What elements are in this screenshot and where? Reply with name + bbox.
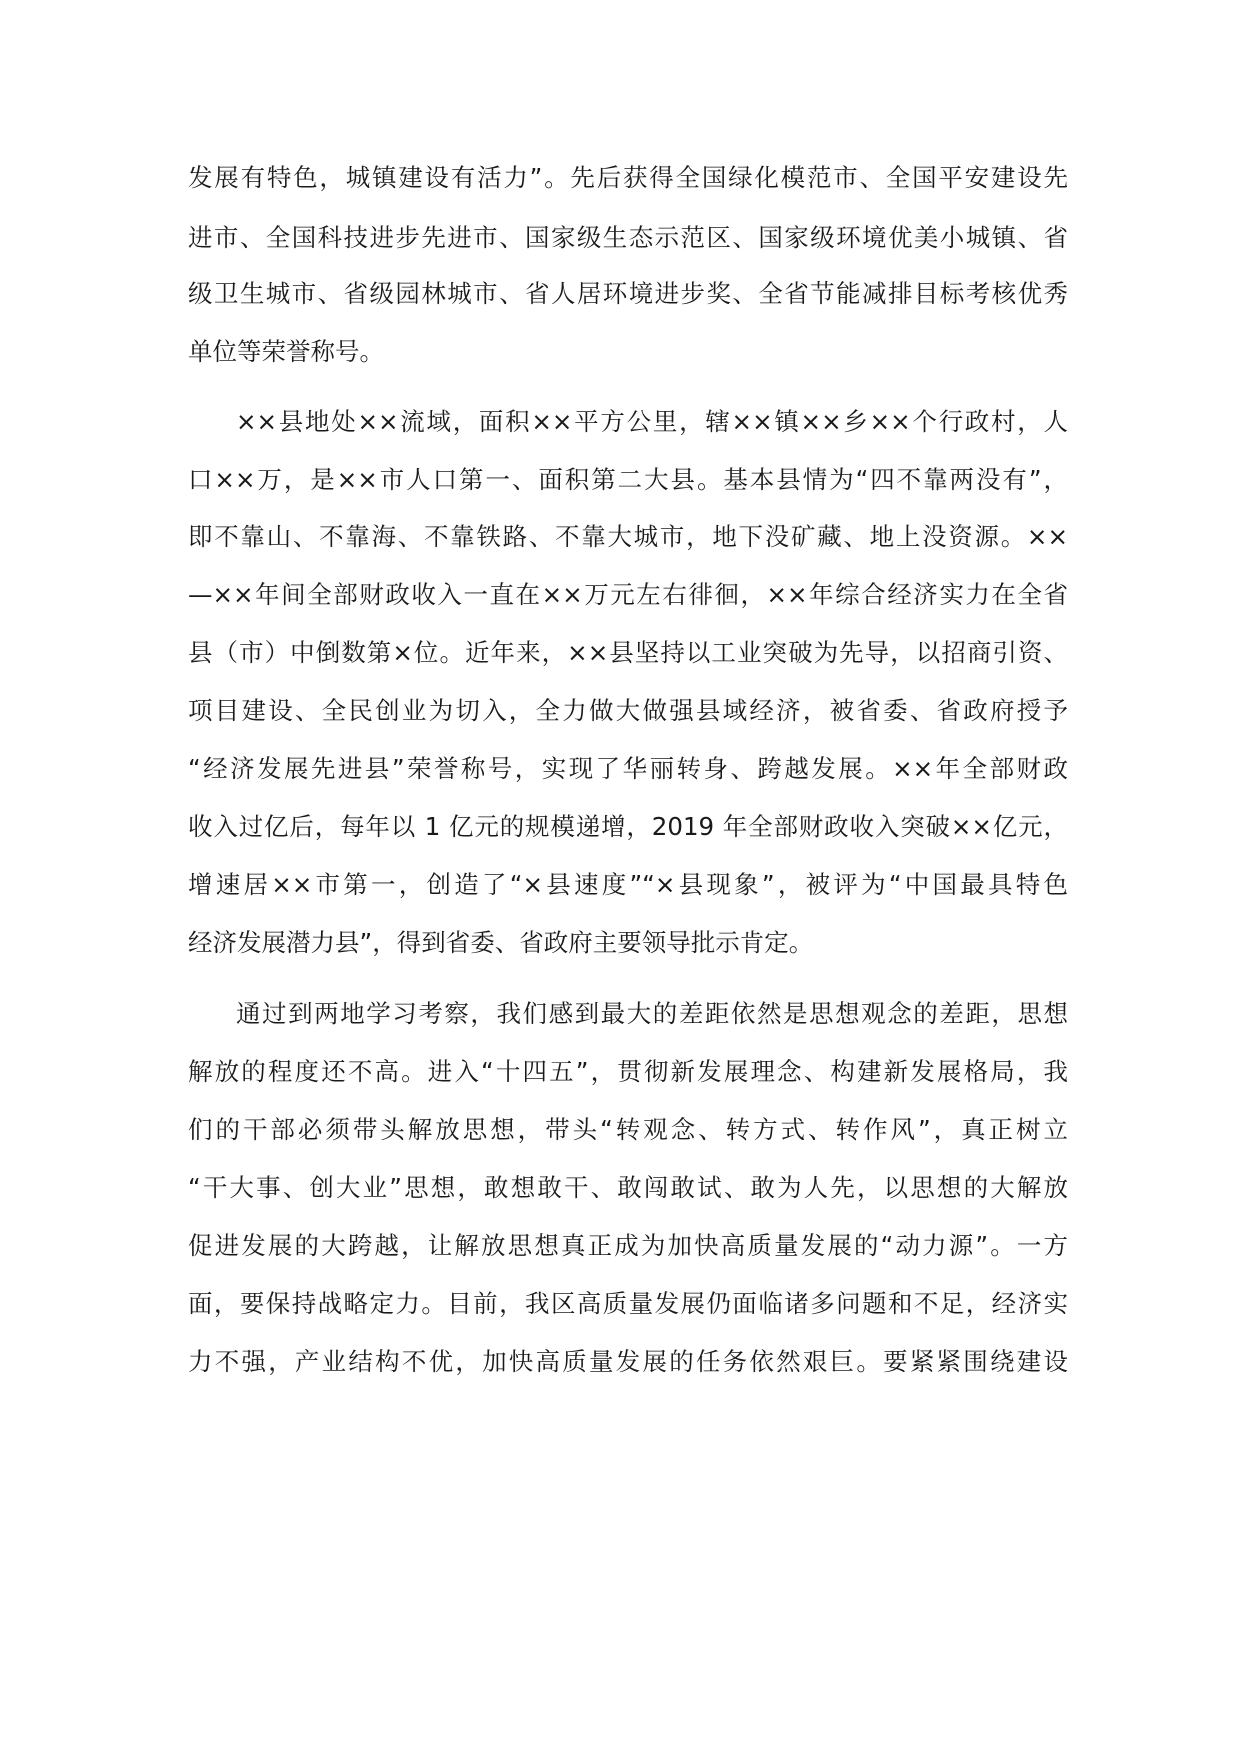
text-line: 单位等荣誉称号。: [188, 337, 384, 366]
text-line: “经济发展先进县”荣誉称号，实现了华丽转身、跨越发展。××年全部财政: [188, 754, 1068, 783]
text-line: 增速居××市第一，创造了“×县速度”“×县现象”，被评为“中国最具特色: [188, 870, 1068, 899]
text-line: 面，要保持战略定力。目前，我区高质量发展仍面临诸多问题和不足，经济实: [188, 1289, 1068, 1318]
text-line: 通过到两地学习考察，我们感到最大的差距依然是思想观念的差距，思想: [236, 999, 1068, 1028]
text-line: ××县地处××流域，面积××平方公里，辖××镇××乡××个行政村，人: [236, 407, 1068, 436]
text-line: “干大事、创大业”思想，敢想敢干、敢闯敢试、敢为人先，以思想的大解放: [188, 1173, 1068, 1202]
text-line: 项目建设、全民创业为切入，全力做大做强县域经济，被省委、省政府授予: [188, 696, 1068, 725]
text-line: 级卫生城市、省级园林城市、省人居环境进步奖、全省节能减排目标考核优秀: [188, 279, 1068, 308]
text-line: 县（市）中倒数第×位。近年来，××县坚持以工业突破为先导，以招商引资、: [188, 638, 1068, 667]
text-line: 进市、全国科技进步先进市、国家级生态示范区、国家级环境优美小城镇、省: [188, 223, 1068, 252]
text-line: 经济发展潜力县”，得到省委、省政府主要领导批示肯定。: [188, 928, 814, 957]
text-line: 们的干部必须带头解放思想，带头“转观念、转方式、转作风”，真正树立: [188, 1115, 1068, 1144]
text-line: 即不靠山、不靠海、不靠铁路、不靠大城市，地下没矿藏、地上没资源。××: [188, 522, 1068, 551]
text-line: 力不强，产业结构不优，加快高质量发展的任务依然艰巨。要紧紧围绕建设: [188, 1347, 1068, 1376]
text-line: 促进发展的大跨越，让解放思想真正成为加快高质量发展的“动力源”。一方: [188, 1231, 1068, 1260]
text-line: 发展有特色，城镇建设有活力”。先后获得全国绿化模范市、全国平安建设先: [188, 163, 1068, 192]
text-line: 解放的程度还不高。进入“十四五”，贯彻新发展理念、构建新发展格局，我: [188, 1057, 1068, 1086]
text-line: 收入过亿后，每年以 1 亿元的规模递增，2019 年全部财政收入突破××亿元，: [188, 812, 1068, 841]
text-line: 口××万，是××市人口第一、面积第二大县。基本县情为“四不靠两没有”，: [188, 465, 1068, 494]
text-line: —××年间全部财政收入一直在××万元左右徘徊，××年综合经济实力在全省: [188, 580, 1068, 609]
